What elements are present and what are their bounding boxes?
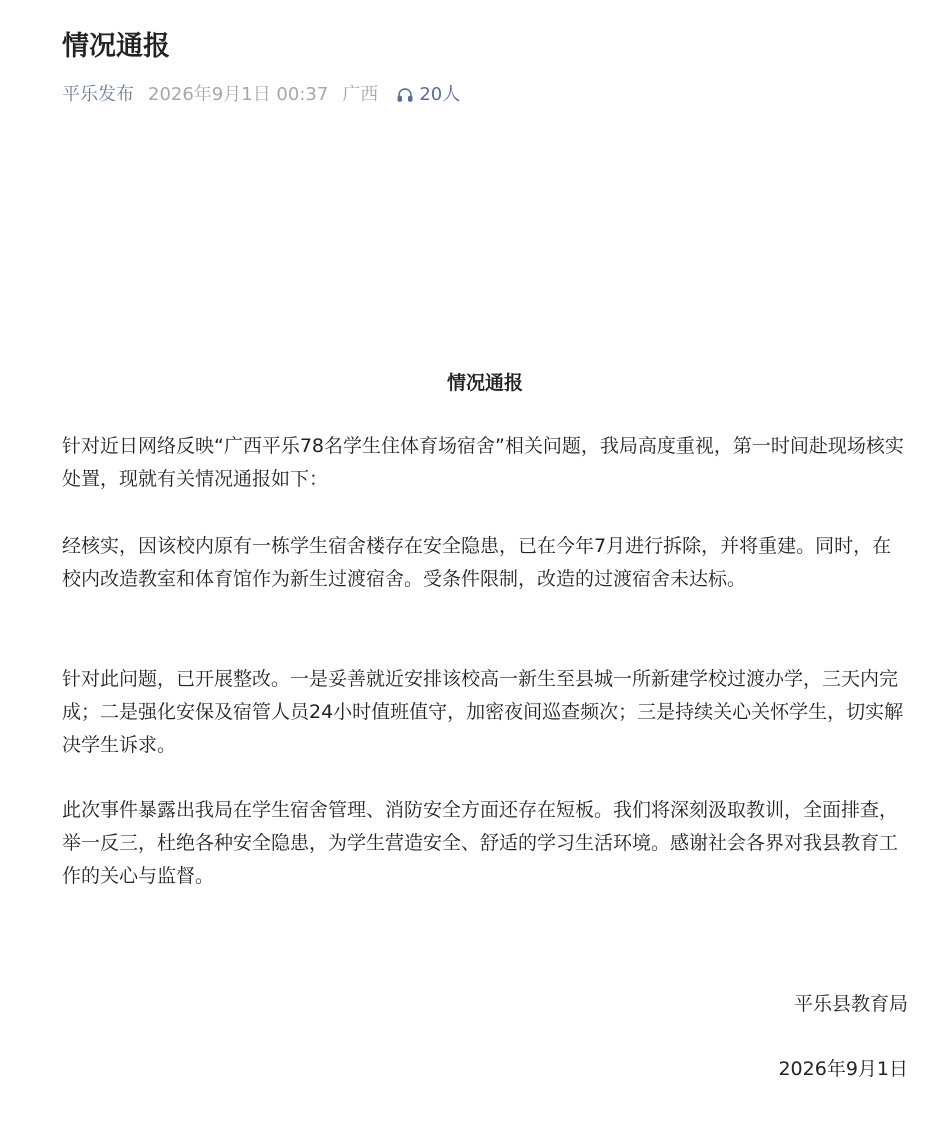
listen-button[interactable] bbox=[396, 82, 460, 108]
article-content bbox=[62, 366, 908, 1080]
paragraph-verification: 经核实，因该校内原有一栋学生宿舍楼存在安全隐患，已在今年7月进行拆除，并将重建。同时，在校内改造教室和体育馆作为新生过渡宿舍。受条件限制，改造的过渡宿舍未达标。 bbox=[62, 535, 892, 590]
paragraph-reflection: 此次事件暴露出我局在学生宿舍管理、消防安全方面还存在短板。我们将深刻汲取教训，全面排查，举一反三，杜绝各种安全隐患，为学生营造安全、舒适的学习生活环境。感谢社会各界对我县教育工作的关心与监督。 bbox=[62, 799, 899, 887]
signature-org: 平乐县教育局 bbox=[793, 993, 908, 1015]
content-heading: 情况通报 bbox=[446, 372, 523, 394]
article-title: 情况通报 bbox=[62, 31, 170, 62]
paragraph-intro: 针对近日网络反映“广西平乐78名学生住体育场宿舍”相关问题，我局高度重视，第一时间赴现场核实处置，现就有关情况通报如下： bbox=[62, 435, 904, 490]
listener-count: 20人 bbox=[419, 84, 461, 105]
paragraph-rectification: 针对此问题，已开展整改。一是妥善就近安排该校高一新生至县城一所新建学校过渡办学，三天内完成；二是强化安保及宿管人员24小时值班值守，加密夜间巡查频次；三是持续关心关怀学生，切实解决学生诉求。 bbox=[62, 668, 904, 756]
publish-datetime: 2026年9月1日 00:37 bbox=[148, 84, 329, 105]
headphones-icon bbox=[396, 86, 414, 104]
signature-date: 2026年9月1日 bbox=[778, 1058, 908, 1080]
publish-location: 广西 bbox=[342, 84, 379, 105]
source-link[interactable]: 平乐发布 bbox=[62, 84, 134, 105]
article-meta bbox=[62, 82, 460, 108]
